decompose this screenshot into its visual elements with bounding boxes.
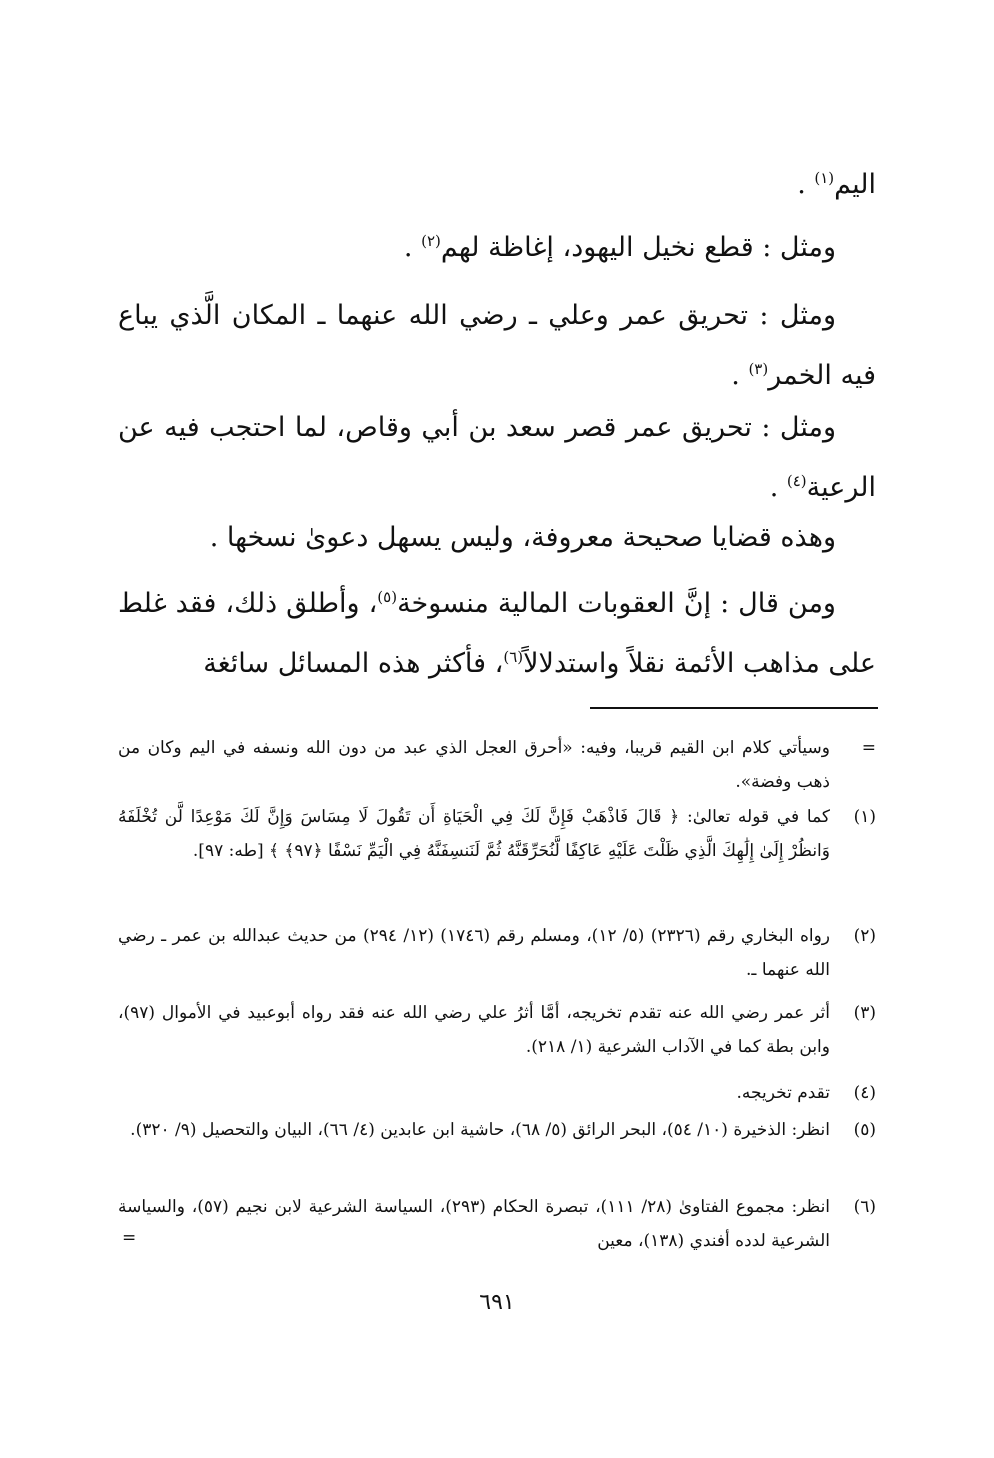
continuation-mark: = bbox=[122, 1228, 137, 1248]
footnote-ref-4[interactable]: (٤) bbox=[786, 472, 807, 490]
paragraph-example-3: ومثل : تحريق عمر قصر سعد بن أبي وقاص، لما احتجب فيه عن الرعية$^{(٤)}$ . bbox=[118, 412, 876, 503]
paragraph-ruling: ومن قال : إنَّ العقوبات المالية منسوخة$^{(٥)}$، وأطلق ذلك، فقد غلط على مذاهب الأئمة نقلاً واستدلالاً$^{(٦)}$، فأكثر هذه المسائل سائغة bbox=[118, 588, 876, 679]
footnote-6 bbox=[118, 1190, 876, 1258]
footnote-separator bbox=[590, 707, 878, 709]
footnote-number: (٢) bbox=[853, 926, 876, 946]
paragraph-summary: وهذه قضايا صحيحة معروفة، وليس يسهل دعوىٰ نسخها . bbox=[209, 522, 836, 553]
footnote-number: (٥) bbox=[853, 1120, 876, 1140]
footnote-text: كما في قوله تعالىٰ: ﴿ قَالَ فَاذْهَبْ فَإِنَّ لَكَ فِي الْحَيَاةِ أَن تَقُولَ لَا مِسَاسَ وَإِنَّ لَكَ مَوْعِدًا لَّن تُخْلَفَهُ وَانظُرْ إِلَىٰ إِلَٰهِكَ الَّذِي ظَلْتَ عَلَيْهِ عَاكِفًا لَّنُحَرِّقَنَّهُ ثُمَّ لَنَنسِفَنَّهُ فِي الْيَمِّ نَسْفًا ﴿٩٧﴾ ﴾ [طه: ٩٧]. bbox=[118, 807, 830, 861]
footnote-text: انظر: مجموع الفتاوىٰ (٢٨/ ١١١)، تبصرة الحكام (٢٩٣)، السياسة الشرعية لابن نجيم (٥٧)، والسياسة الشرعية لدده أفندي (١٣٨)، معين bbox=[118, 1197, 831, 1251]
footnote-text: انظر: الذخيرة (١٠/ ٥٤)، البحر الرائق (٥/ ٦٨)، حاشية ابن عابدين (٤/ ٦٦)، البيان والتحصيل (٩/ ٣٢٠). bbox=[130, 1120, 830, 1140]
footnote-1 bbox=[118, 800, 876, 868]
footnote-number: (٤) bbox=[853, 1083, 876, 1103]
footnote-ref-3[interactable]: (٣) bbox=[748, 360, 769, 378]
paragraph-continuation: اليم$^{(١)}$ . bbox=[797, 169, 876, 200]
footnote-text: تقدم تخريجه. bbox=[736, 1083, 830, 1103]
footnote-5 bbox=[118, 1113, 876, 1147]
footnote-3 bbox=[118, 996, 876, 1064]
footnote-ref-5[interactable]: (٥) bbox=[377, 588, 398, 606]
footnote-number: (٣) bbox=[853, 1003, 876, 1023]
footnote-2 bbox=[118, 919, 876, 987]
footnote-number: (١) bbox=[853, 807, 876, 827]
page-number: ٦٩١ bbox=[479, 1290, 515, 1315]
footnote-carryover: = وسيأتي كلام ابن القيم قريبا، وفيه: «أحرق العجل الذي عبد من دون الله ونسفه في اليم وكان من ذهب وفضة». bbox=[118, 731, 876, 799]
footnote-text: رواه البخاري رقم (٢٣٢٦) (٥/ ١٢)، ومسلم رقم (١٧٤٦) (١٢/ ٢٩٤) من حديث عبدالله بن عمر ـ رضي الله عنهما ـ. bbox=[118, 926, 830, 980]
footnote-text: أثر عمر رضي الله عنه تقدم تخريجه، أمَّا أثرُ علي رضي الله عنه فقد رواه أبوعبيد في الأموال (٩٧)، وابن بطة كما في الآداب الشرعية (١/ ٢١٨). bbox=[118, 1003, 830, 1057]
footnote-ref-1[interactable]: (١) bbox=[814, 169, 835, 187]
paragraph-example-2: ومثل : تحريق عمر وعلي ـ رضي الله عنهما ـ المكان الَّذي يباع فيه الخمر$^{(٣)}$ . bbox=[118, 300, 876, 391]
paragraph-example-1: ومثل : قطع نخيل اليهود، إغاظة لهم$^{(٢)}$ . bbox=[403, 232, 836, 263]
footnote-ref-6[interactable]: (٦) bbox=[503, 648, 524, 666]
carry-mark: = bbox=[861, 738, 876, 758]
footnote-4 bbox=[118, 1076, 876, 1110]
footnote-number: (٦) bbox=[853, 1197, 876, 1217]
footnote-ref-2[interactable]: (٢) bbox=[421, 232, 441, 250]
